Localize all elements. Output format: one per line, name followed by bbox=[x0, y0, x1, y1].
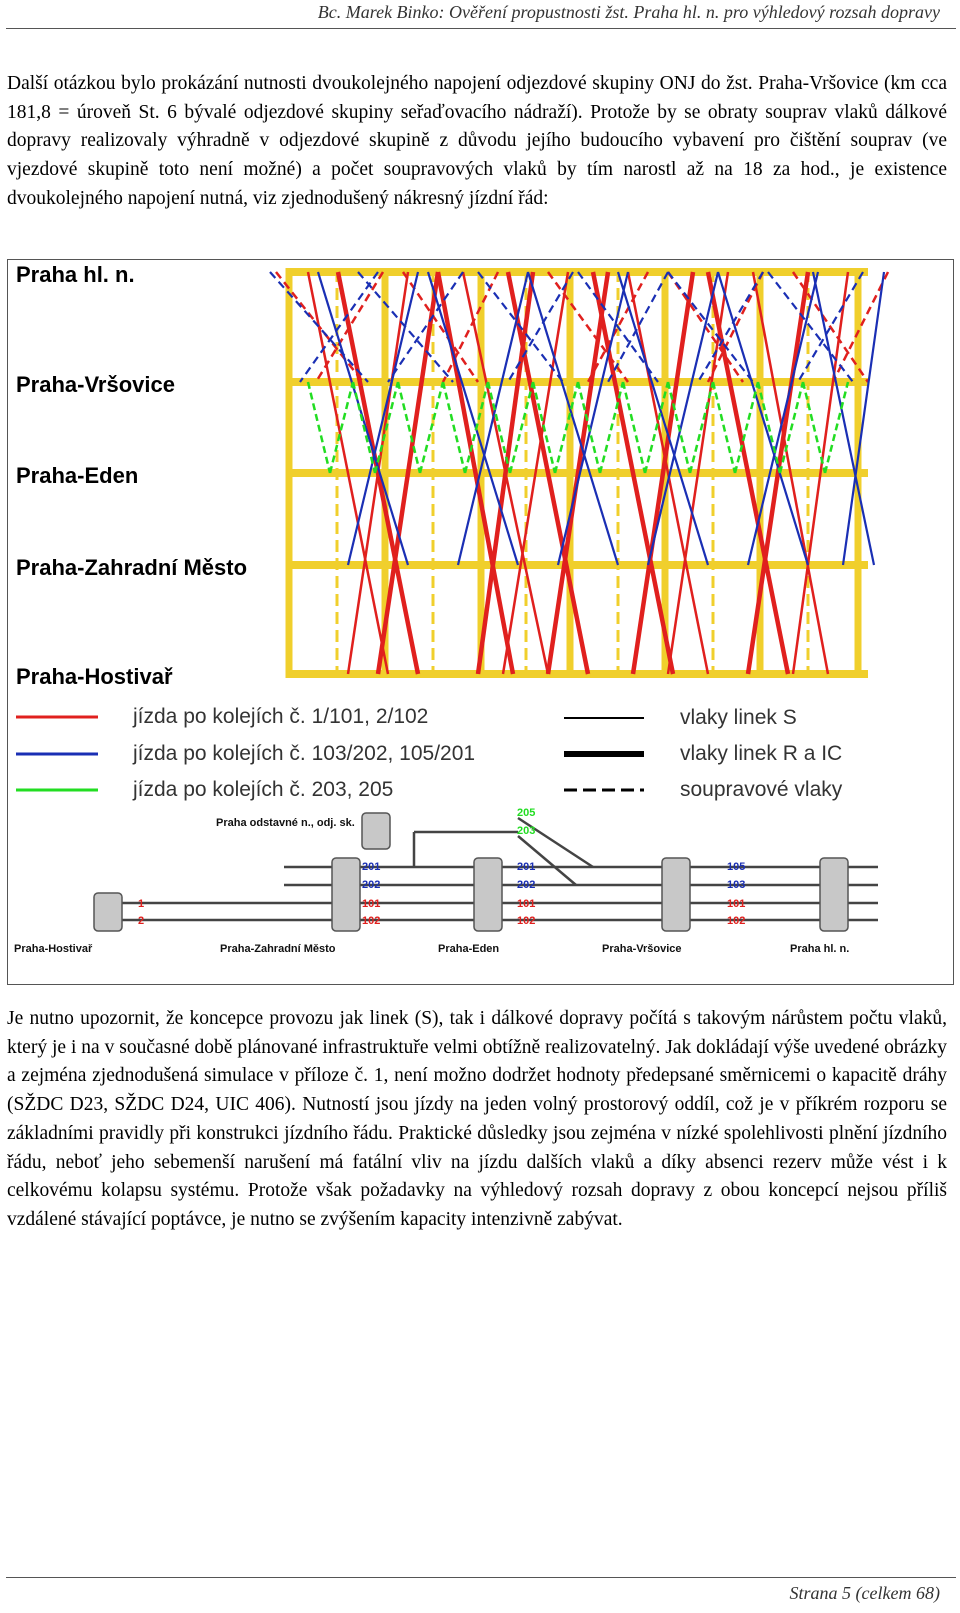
station-label-praha-hostivar: Praha-Hostivař bbox=[16, 664, 173, 689]
green-path-down bbox=[803, 382, 825, 473]
legend-label-red: jízda po kolejích č. 1/101, 2/102 bbox=[133, 705, 429, 728]
blue-path-up bbox=[698, 272, 763, 382]
legend-label-green: jízda po kolejích č. 203, 205 bbox=[133, 778, 394, 801]
blue-path-up bbox=[458, 272, 528, 565]
timetable-figure bbox=[7, 259, 954, 985]
station-labels bbox=[16, 262, 247, 689]
legend-label-thick: vlaky linek R a IC bbox=[680, 742, 843, 765]
platform-hostivar bbox=[94, 893, 122, 931]
platform-eden bbox=[474, 858, 502, 931]
track-number: 201 bbox=[517, 861, 536, 873]
platform-zahradni-mesto bbox=[332, 858, 360, 931]
track-station-label-vrsovice: Praha-Vršovice bbox=[602, 943, 682, 955]
page-footer: Strana 5 (celkem 68) bbox=[789, 1583, 940, 1603]
legend bbox=[16, 705, 843, 801]
running-header: Bc. Marek Binko: Ověření propustnosti žst. Praha hl. n. pro výhledový rozsah dopravy bbox=[317, 2, 940, 22]
track-number: 203 bbox=[517, 825, 536, 837]
green-path-down bbox=[308, 382, 330, 473]
timetable-figure-svg bbox=[8, 260, 954, 985]
track-station-label-hl-n: Praha hl. n. bbox=[790, 943, 850, 955]
paragraph-conclusion: Je nutno upozornit, že koncepce provozu jak linek (S), tak i dálkové dopravy počítá s takovým nárůstem počtu vlaků, který je i na v současné době plánované infrastruktuře velmi obtížně realizovatelný. Jak dokládají výše uvedené obrázky a zejména zjednodušená simulace v příloze č. 1, není možno dodržet hodnoty předepsané směrnicemi o kapacitě dráhy (SŽDC D23, SŽDC D24, UIC 406). Nutností jsou jízdy na jeden volný prostorový oddíl, což je v příkrém rozporu se základními pravidly při konstrukci jízdního řádu. Praktické důsledky jsou zejména v nízké spolehlivosti plnění jízdního řádu, neboť jeho sebemenší narušení má fatální vliv na jízdu dalších vlaků a díky absenci rezerv může vést i k celkovému kolapsu systému. Protože však požadavky na výhledový rozsah dopravy z obou koncepcí nejsou příliš vzdálené stávající poptávce, je nutno se zvýšením kapacity intenzivně zabývat. bbox=[7, 1008, 947, 1230]
track-number: 202 bbox=[362, 879, 381, 891]
track-number: 1 bbox=[138, 898, 145, 910]
track-number: 2 bbox=[138, 915, 145, 927]
track-number: 103 bbox=[727, 879, 746, 891]
blue-path-up bbox=[843, 272, 884, 565]
track-number: 101 bbox=[727, 898, 746, 910]
depot-label: Praha odstavné n., odj. sk. bbox=[216, 817, 355, 829]
page-header bbox=[0, 0, 960, 26]
platform-depot bbox=[362, 813, 390, 849]
legend-label-thin: vlaky linek S bbox=[680, 706, 797, 729]
track-number: 201 bbox=[362, 861, 381, 873]
track-number: 101 bbox=[362, 898, 381, 910]
footer-rule bbox=[6, 1577, 956, 1578]
track-station-label-hostivar: Praha-Hostivař bbox=[14, 943, 93, 955]
track-station-label-eden: Praha-Eden bbox=[438, 943, 500, 955]
paragraph-intro: Další otázkou bylo prokázání nutnosti dvoukolejného napojení odjezdové skupiny ONJ do žst. Praha-Vršovice (km cca 181,8 = úroveň St. 6 bývalé odjezdové skupiny seřaďovacího nádraží). Protože by se obraty souprav vlaků dálkové dopravy realizovaly výhradně v odjezdové skupině z důvodu jejího budoucího vybavení pro čištění souprav (ve vjezdové skupině toto není možné) a počet soupravových vlaků by tím narostl až na 18 za hod., je existence dvoukolejného napojení nutná, viz zjednodušený nákresný jízdní řád: bbox=[7, 73, 947, 209]
station-label-praha-vrsovice: Praha-Vršovice bbox=[16, 372, 175, 397]
station-label-praha-zahradni-mesto: Praha-Zahradní Město bbox=[16, 555, 248, 580]
track-diagram bbox=[14, 807, 878, 955]
platform-vrsovice bbox=[662, 858, 690, 931]
track-number: 102 bbox=[727, 915, 746, 927]
green-path-up bbox=[690, 382, 713, 473]
platform-hl-n bbox=[820, 858, 848, 931]
track-number: 101 bbox=[517, 898, 536, 910]
track-station-label-zahradni-mesto: Praha-Zahradní Město bbox=[220, 943, 336, 955]
legend-label-dashed: soupravové vlaky bbox=[680, 778, 843, 801]
green-path-down bbox=[623, 382, 645, 473]
track-number: 105 bbox=[727, 861, 746, 873]
track-number: 205 bbox=[517, 807, 536, 819]
track-number: 202 bbox=[517, 879, 536, 891]
header-rule bbox=[6, 28, 956, 29]
legend-label-blue: jízda po kolejích č. 103/202, 105/201 bbox=[133, 742, 476, 765]
track-number: 102 bbox=[362, 915, 381, 927]
station-label-praha-eden: Praha-Eden bbox=[16, 463, 139, 488]
blue-path-down bbox=[813, 272, 874, 565]
station-label-praha-hl-n: Praha hl. n. bbox=[16, 262, 135, 287]
track-number: 102 bbox=[517, 915, 536, 927]
green-path-up bbox=[600, 382, 623, 473]
